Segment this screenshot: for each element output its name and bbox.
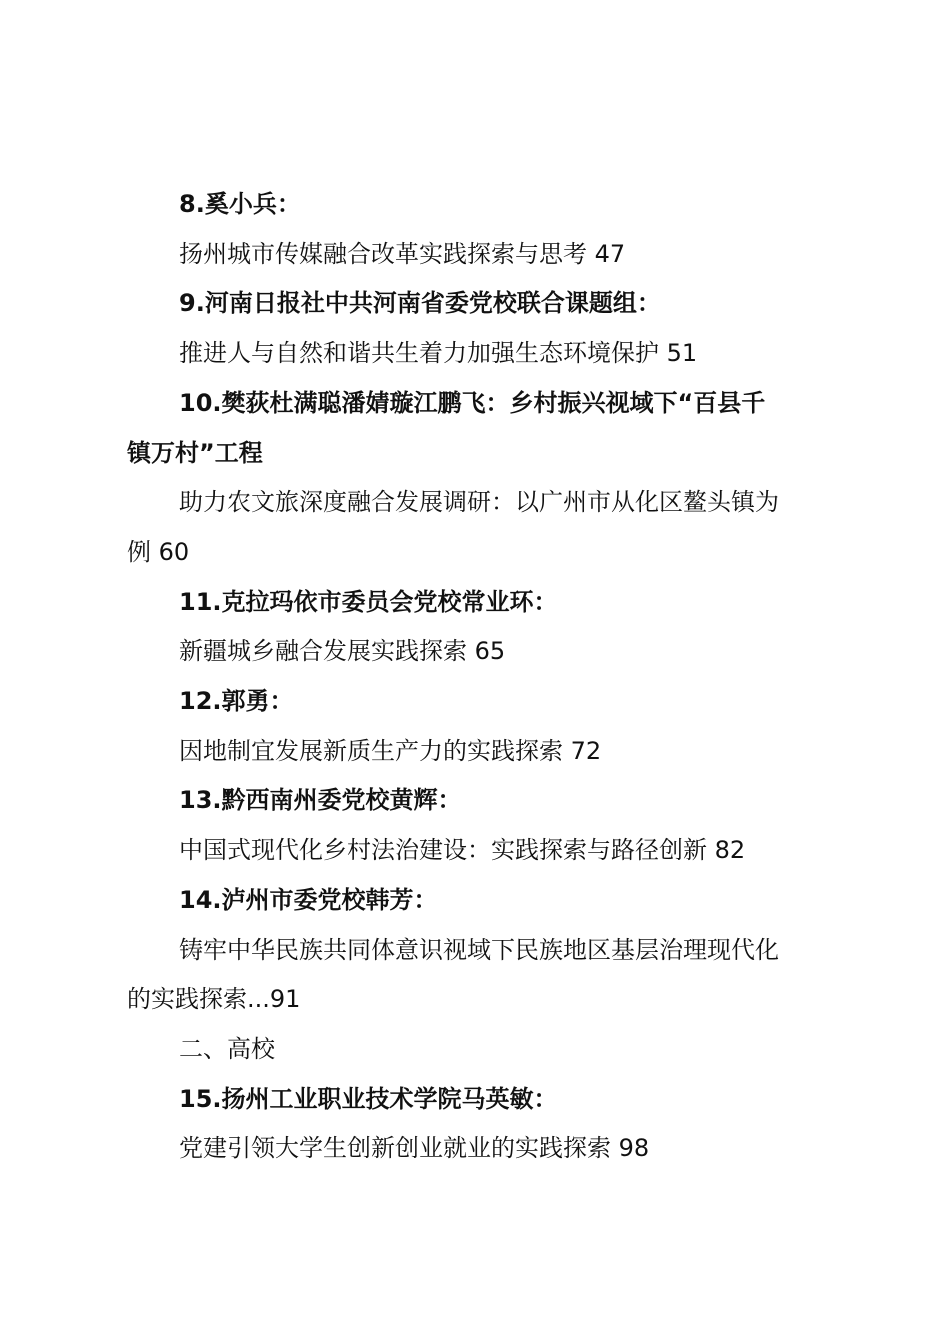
toc-entry-10-author: 10.樊荻杜满聪潘婧璇江鹏飞：乡村振兴视域下“百县千 [179, 388, 766, 417]
toc-entry-14-author: 14.泸州市委党校韩芳： [179, 885, 438, 914]
toc-entry-9-author: 9.河南日报社中共河南省委党校联合课题组： [179, 289, 661, 318]
toc-entry-12-title: 因地制宜发展新质生产力的实践探索 72 [179, 736, 602, 765]
toc-entry-10-title: 助力农文旅深度融合发展调研：以广州市从化区鳌头镇为 [179, 488, 779, 517]
toc-entry-11-title: 新疆城乡融合发展实践探索 65 [179, 637, 506, 666]
toc-entry-13-author: 13.黔西南州委党校黄辉： [179, 786, 462, 815]
toc-entry-9-title: 推进人与自然和谐共生着力加强生态环境保护 51 [179, 339, 698, 368]
toc-content [127, 180, 837, 1174]
toc-entry-14-title-cont: 的实践探索...91 [127, 985, 301, 1014]
toc-entry-15-title: 党建引领大学生创新创业就业的实践探索 98 [179, 1134, 650, 1163]
toc-entry-10-title-cont: 例 60 [127, 537, 190, 566]
toc-entry-10-author-cont: 镇万村”工程 [127, 438, 263, 467]
section-heading-universities: 二、高校 [179, 1034, 275, 1063]
toc-entry-8-author: 8.奚小兵： [179, 190, 301, 218]
toc-entry-8-title: 扬州城市传媒融合改革实践探索与思考 47 [179, 239, 626, 268]
toc-entry-11-author: 11.克拉玛依市委员会党校常业环： [179, 587, 558, 616]
toc-entry-15-author: 15.扬州工业职业技术学院马英敏： [179, 1084, 558, 1113]
toc-entry-12-author: 12.郭勇： [179, 687, 294, 716]
toc-entry-13-title: 中国式现代化乡村法治建设：实践探索与路径创新 82 [179, 836, 746, 865]
toc-entry-14-title: 铸牢中华民族共同体意识视域下民族地区基层治理现代化 [179, 935, 779, 964]
